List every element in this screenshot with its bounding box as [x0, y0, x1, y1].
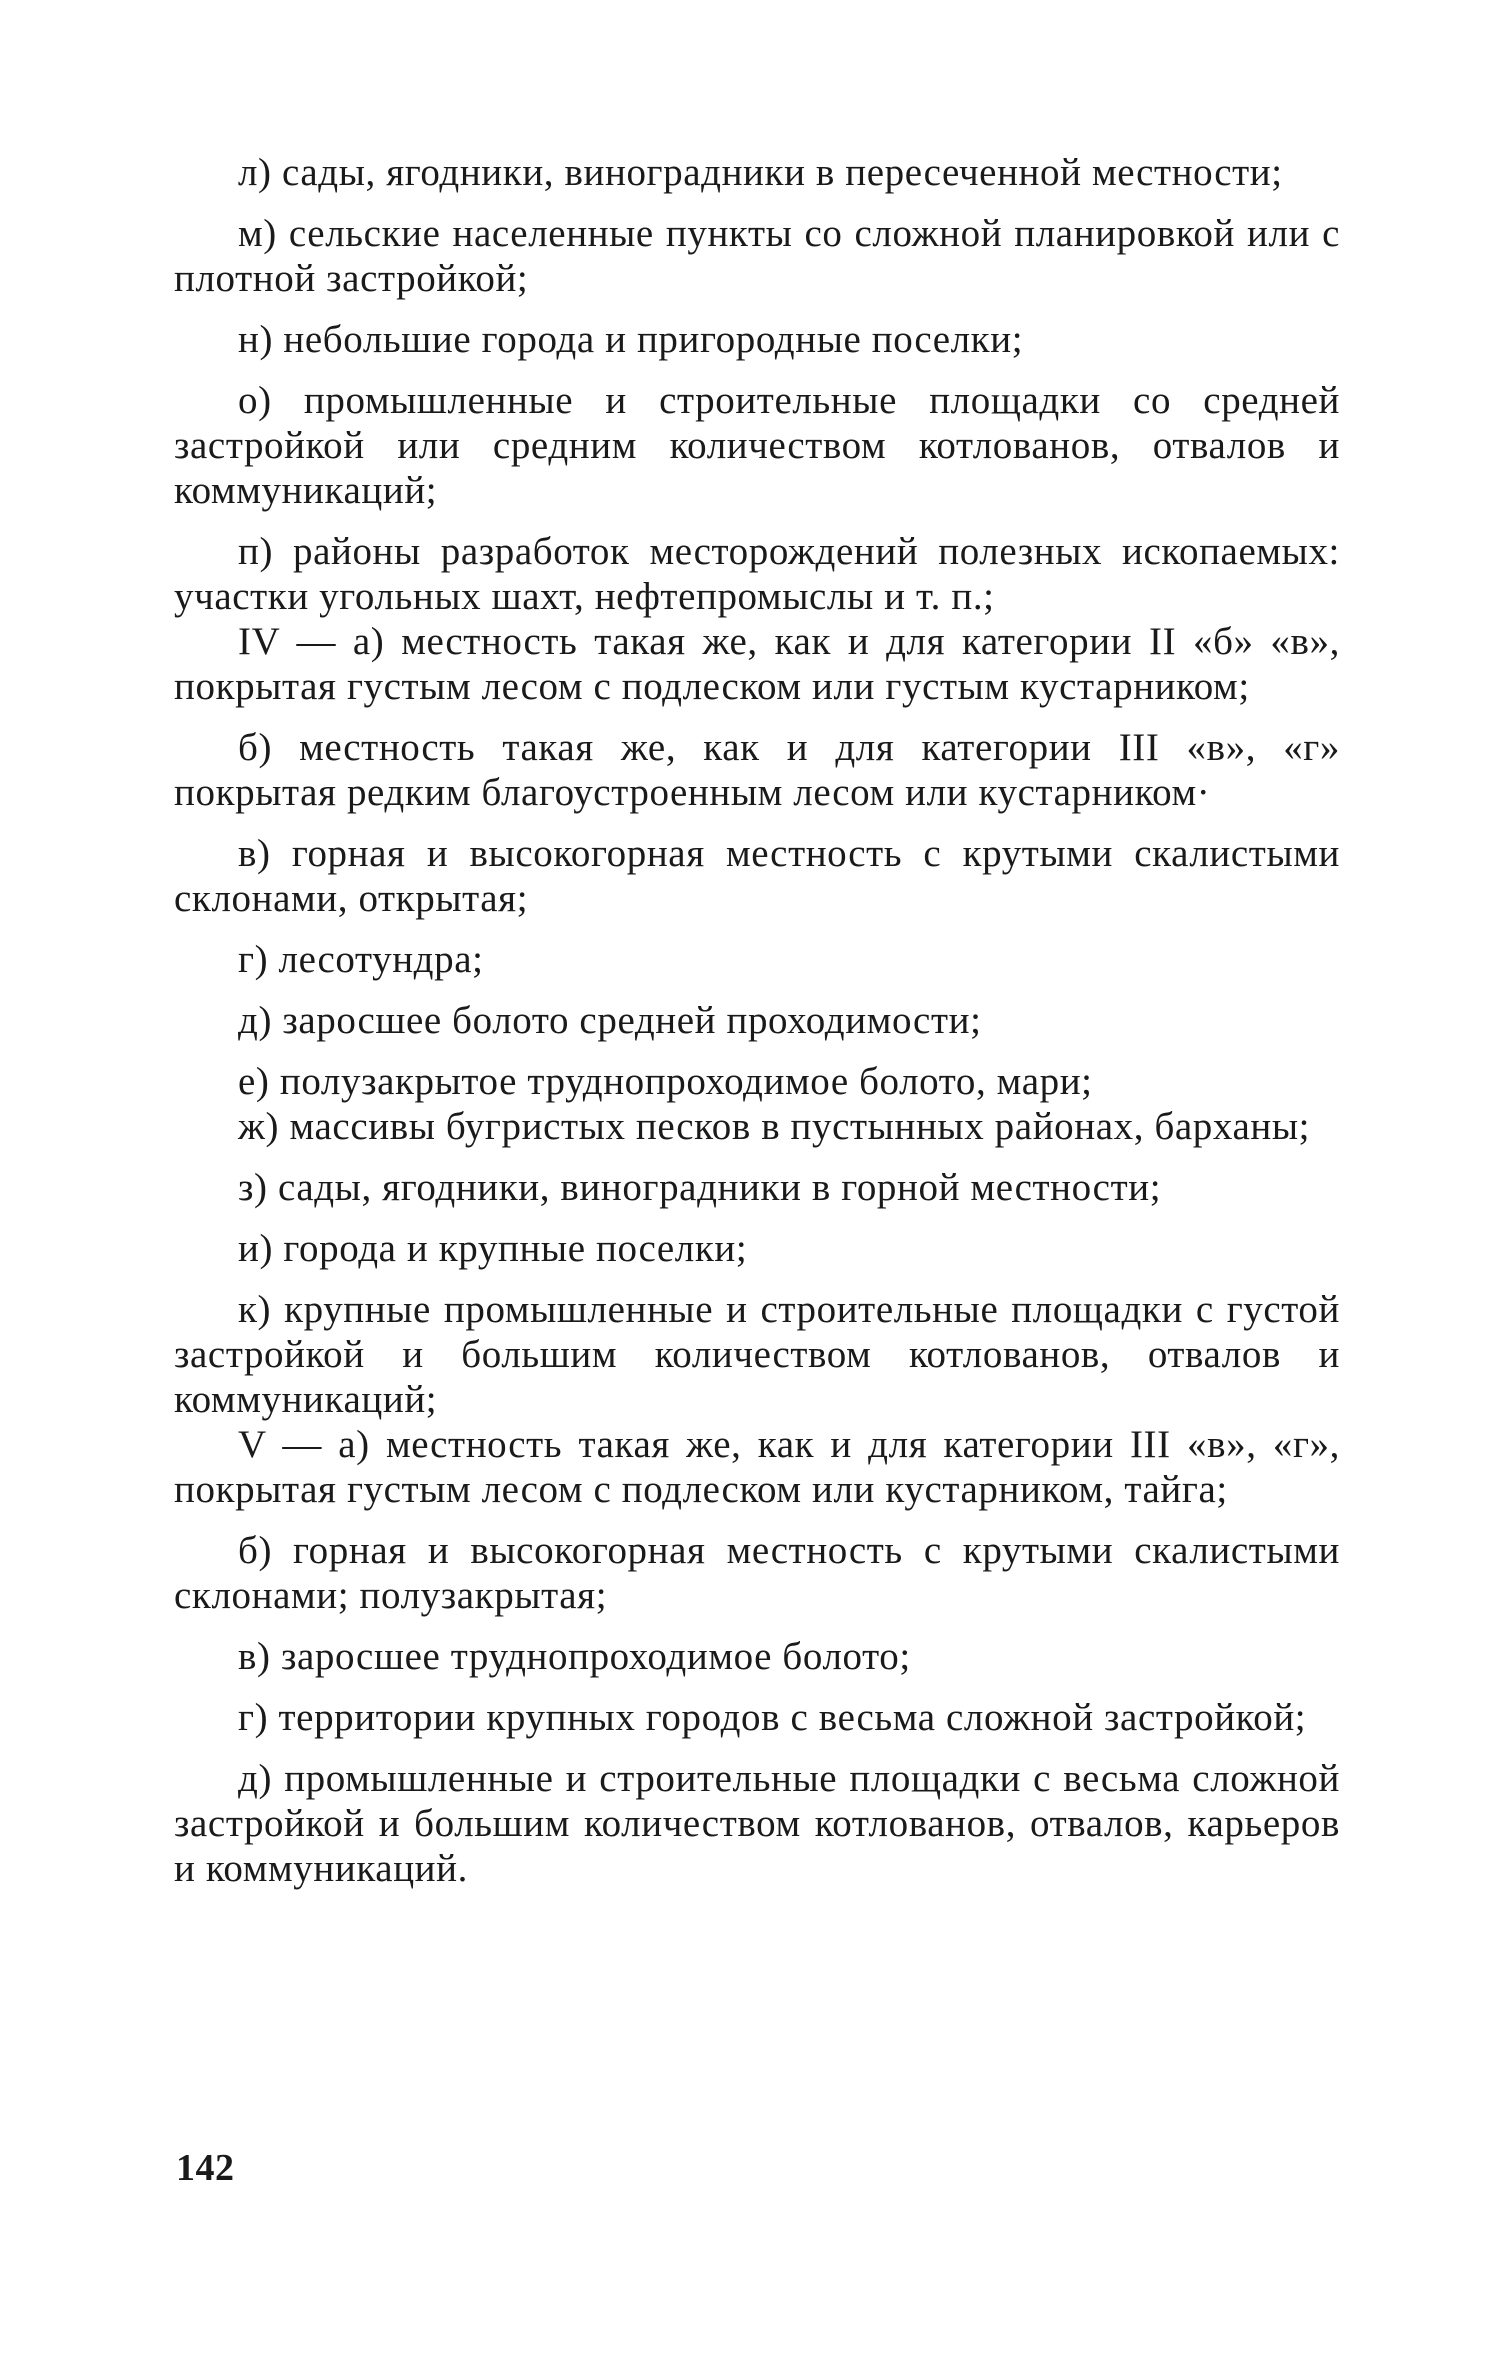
paragraph: б) горная и высокогорная местность с крутыми скалистыми склонами; полузакрытая; [174, 1529, 1340, 1617]
page-number: 142 [176, 2147, 235, 2189]
paragraph: в) заросшее труднопроходимое болото; [238, 1635, 911, 1678]
paragraph: и) города и крупные поселки; [238, 1227, 748, 1270]
page-body [174, 150, 1340, 1891]
paragraph: з) сады, ягодники, виноградники в горной местности; [238, 1166, 1162, 1209]
paragraph: г) лесотундра; [238, 938, 484, 981]
paragraph: м) сельские населенные пункты со сложной планировкой или с плотной застройкой; [174, 212, 1340, 300]
paragraph: IV — а) местность такая же, как и для категории II «б» «в», покрытая густым лесом с подлеском или густым кустарником; [174, 620, 1340, 708]
paragraph: ж) массивы бугристых песков в пустынных районах, барханы; [238, 1105, 1311, 1148]
paragraph: е) полузакрытое труднопроходимое болото, мари; [238, 1060, 1093, 1103]
paragraph: д) промышленные и строительные площадки с весьма сложной застройкой и большим количеством котлованов, отвалов, карьеров и коммуникаций. [174, 1757, 1340, 1890]
paragraph: V — а) местность такая же, как и для категории III «в», «г», покрытая густым лесом с подлеском или кустарником, тайга; [174, 1423, 1340, 1511]
paragraph: н) небольшие города и пригородные поселки; [238, 318, 1024, 361]
paragraph: д) заросшее болото средней проходимости; [238, 999, 982, 1042]
paragraph: л) сады, ягодники, виноградники в пересеченной местности; [238, 151, 1283, 194]
paragraph: о) промышленные и строительные площадки со средней застройкой или средним количеством котлованов, отвалов и коммуникаций; [174, 379, 1340, 512]
paragraph: к) крупные промышленные и строительные площадки с густой застройкой и большим количеством котлованов, отвалов и коммуникаций; [174, 1288, 1340, 1421]
paragraph: в) горная и высокогорная местность с крутыми скалистыми склонами, открытая; [174, 832, 1340, 920]
paragraph: б) местность такая же, как и для категории III «в», «г» покрытая редким благоустроенным лесом или кустарником· [174, 726, 1340, 814]
paragraph: г) территории крупных городов с весьма сложной застройкой; [238, 1696, 1307, 1739]
paragraph: п) районы разработок месторождений полезных ископаемых: участки угольных шахт, нефтепромыслы и т. п.; [174, 530, 1340, 618]
